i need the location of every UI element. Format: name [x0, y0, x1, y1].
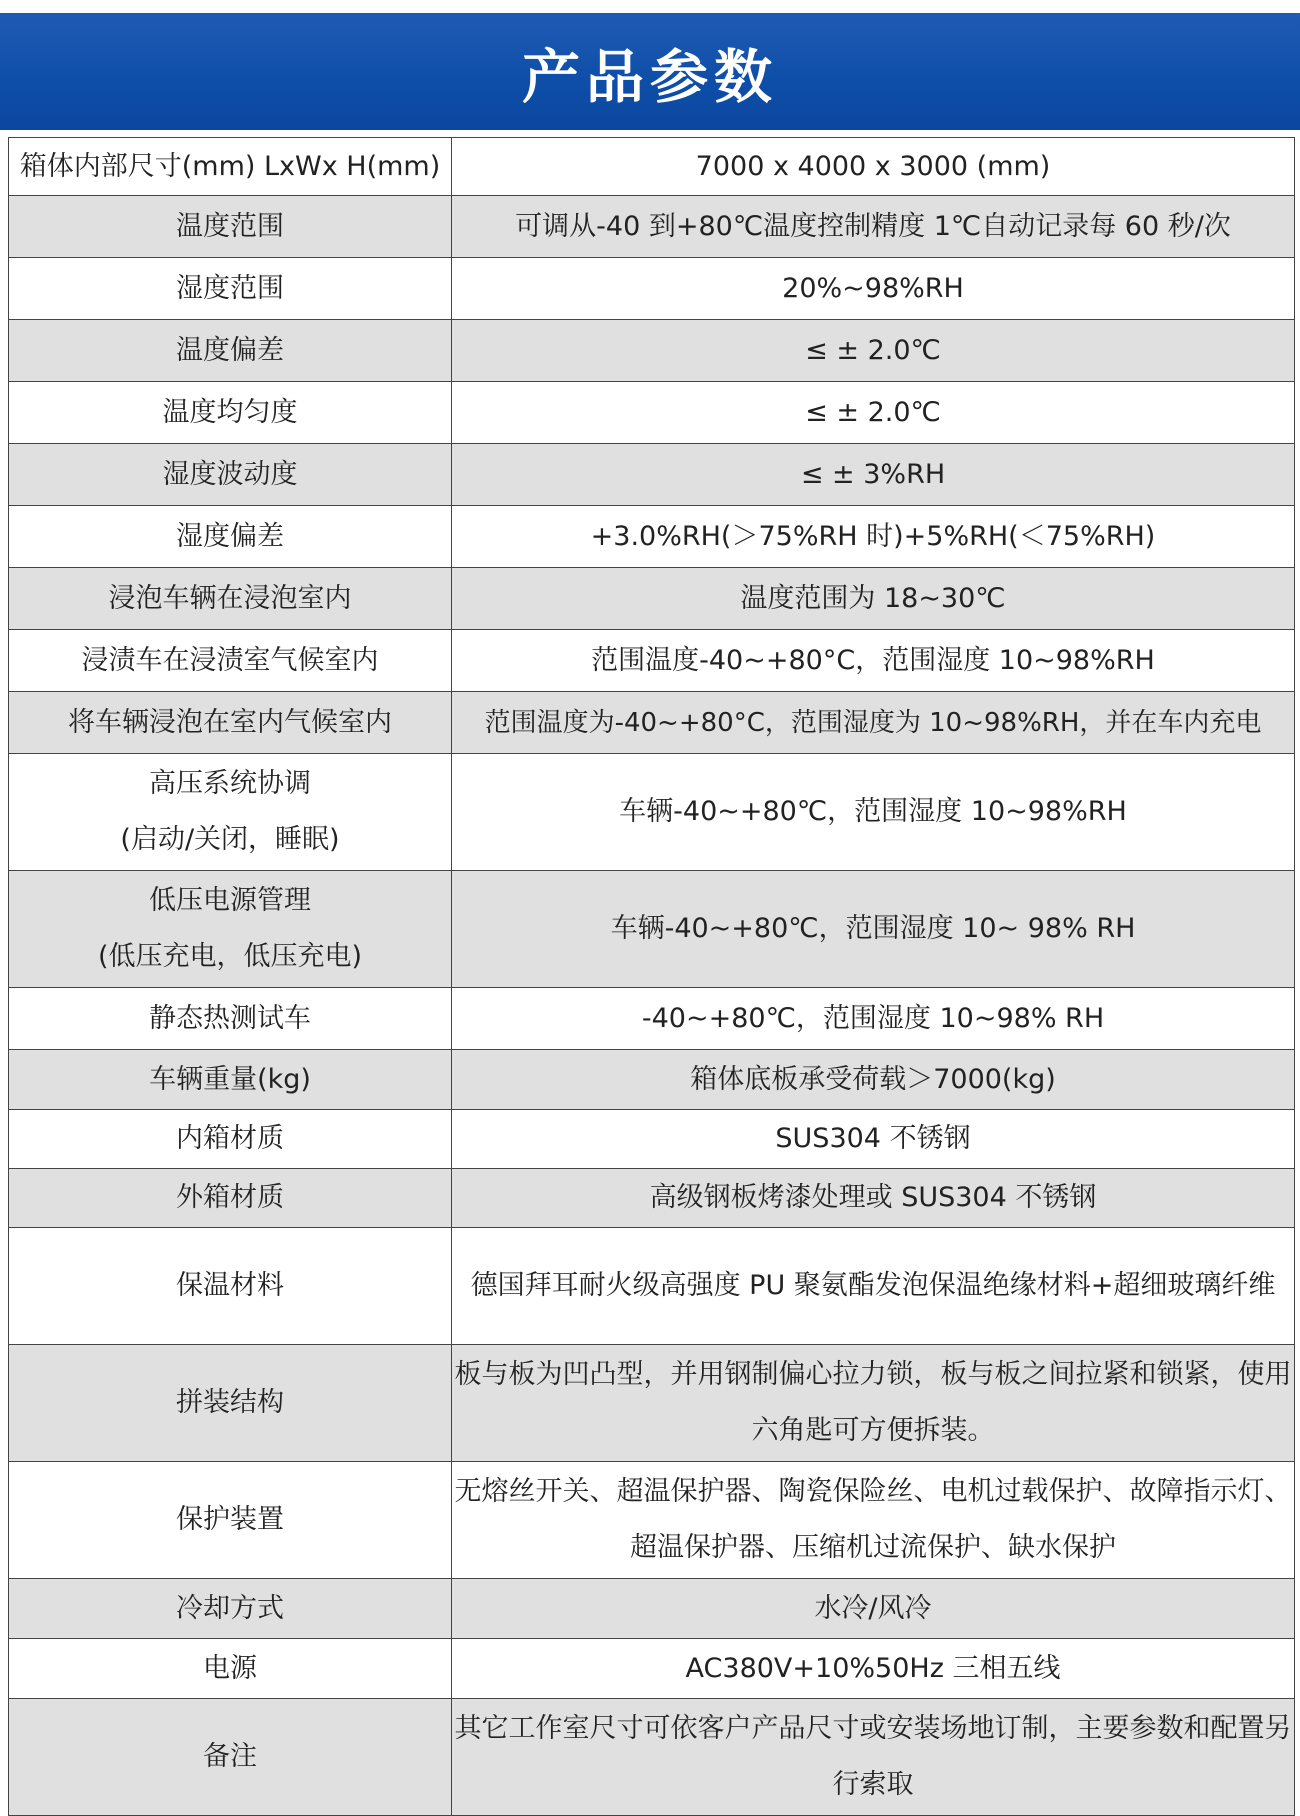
param-label: 浸泡车辆在浸泡室内 — [9, 568, 452, 630]
param-value: ≤ ± 2.0℃ — [452, 320, 1295, 382]
param-value: -40~+80℃，范围湿度 10~98% RH — [452, 988, 1295, 1050]
param-label — [9, 754, 452, 871]
param-label: 温度偏差 — [9, 320, 452, 382]
param-value: SUS304 不锈钢 — [452, 1110, 1295, 1169]
param-label: 将车辆浸泡在室内气候室内 — [9, 692, 452, 754]
param-value: 板与板为凹凸型，并用钢制偏心拉力锁，板与板之间拉紧和锁紧，使用六角匙可方便拆装。 — [452, 1345, 1295, 1462]
table-row — [9, 754, 1295, 871]
param-value: ≤ ± 3%RH — [452, 444, 1295, 506]
table-row — [9, 382, 1295, 444]
param-label: 电源 — [9, 1639, 452, 1699]
param-label-line: 高压系统协调 — [149, 768, 311, 799]
param-label: 保温材料 — [9, 1228, 452, 1345]
param-value: 德国拜耳耐火级高强度 PU 聚氨酯发泡保温绝缘材料+超细玻璃纤维 — [452, 1228, 1295, 1345]
table-row — [9, 568, 1295, 630]
param-value: 高级钢板烤漆处理或 SUS304 不锈钢 — [452, 1169, 1295, 1228]
table-row — [9, 1169, 1295, 1228]
table-row — [9, 196, 1295, 258]
table-row — [9, 988, 1295, 1050]
param-label: 内箱材质 — [9, 1110, 452, 1169]
table-row — [9, 1345, 1295, 1462]
param-label: 车辆重量(kg) — [9, 1050, 452, 1110]
param-label: 保护装置 — [9, 1462, 452, 1579]
param-value: +3.0%RH(＞75%RH 时)+5%RH(＜75%RH) — [452, 506, 1295, 568]
param-value: 水冷/风冷 — [452, 1579, 1295, 1639]
param-label: 浸渍车在浸渍室气候室内 — [9, 630, 452, 692]
table-row — [9, 320, 1295, 382]
param-value: 范围温度-40~+80°C，范围湿度 10~98%RH — [452, 630, 1295, 692]
table-row — [9, 138, 1295, 196]
param-value: 其它工作室尺寸可依客户产品尺寸或安装场地订制，主要参数和配置另行索取 — [452, 1699, 1295, 1816]
table-row — [9, 1699, 1295, 1816]
page-title: 产品参数 — [521, 42, 778, 111]
table-row — [9, 444, 1295, 506]
title-banner — [0, 13, 1300, 130]
param-label: 温度范围 — [9, 196, 452, 258]
params-table — [8, 137, 1295, 1816]
param-value: 无熔丝开关、超温保护器、陶瓷保险丝、电机过载保护、故障指示灯、超温保护器、压缩机过流保护、缺水保护 — [452, 1462, 1295, 1579]
param-value: 车辆-40~+80℃，范围湿度 10~98%RH — [452, 754, 1295, 871]
param-label: 箱体内部尺寸(mm) LxWx H(mm) — [9, 138, 452, 196]
param-label: 静态热测试车 — [9, 988, 452, 1050]
table-row — [9, 506, 1295, 568]
param-value: 车辆-40~+80℃，范围湿度 10~ 98% RH — [452, 871, 1295, 988]
param-value: 可调从-40 到+80℃温度控制精度 1℃自动记录每 60 秒/次 — [452, 196, 1295, 258]
table-row — [9, 1579, 1295, 1639]
table-row — [9, 258, 1295, 320]
param-label-line: 低压电源管理 — [149, 885, 311, 916]
param-value: AC380V+10%50Hz 三相五线 — [452, 1639, 1295, 1699]
param-value: 温度范围为 18~30℃ — [452, 568, 1295, 630]
table-row — [9, 1639, 1295, 1699]
table-row — [9, 1228, 1295, 1345]
param-value: ≤ ± 2.0℃ — [452, 382, 1295, 444]
param-label: 湿度波动度 — [9, 444, 452, 506]
param-label: 湿度偏差 — [9, 506, 452, 568]
table-row — [9, 1462, 1295, 1579]
param-value: 7000 x 4000 x 3000 (mm) — [452, 138, 1295, 196]
param-label-line: (启动/关闭，睡眠) — [120, 824, 340, 855]
param-label: 湿度范围 — [9, 258, 452, 320]
param-label: 拼装结构 — [9, 1345, 452, 1462]
param-label: 冷却方式 — [9, 1579, 452, 1639]
param-label: 备注 — [9, 1699, 452, 1816]
param-label-line: (低压充电，低压充电) — [97, 941, 363, 972]
table-row — [9, 1110, 1295, 1169]
param-value: 20%~98%RH — [452, 258, 1295, 320]
table-row — [9, 1050, 1295, 1110]
table-row — [9, 692, 1295, 754]
table-row — [9, 871, 1295, 988]
params-table-wrapper — [8, 137, 1292, 1816]
param-label: 外箱材质 — [9, 1169, 452, 1228]
param-value: 箱体底板承受荷载＞7000(kg) — [452, 1050, 1295, 1110]
param-label: 温度均匀度 — [9, 382, 452, 444]
param-label — [9, 871, 452, 988]
table-row — [9, 630, 1295, 692]
param-value: 范围温度为-40~+80°C，范围湿度为 10~98%RH，并在车内充电 — [452, 692, 1295, 754]
